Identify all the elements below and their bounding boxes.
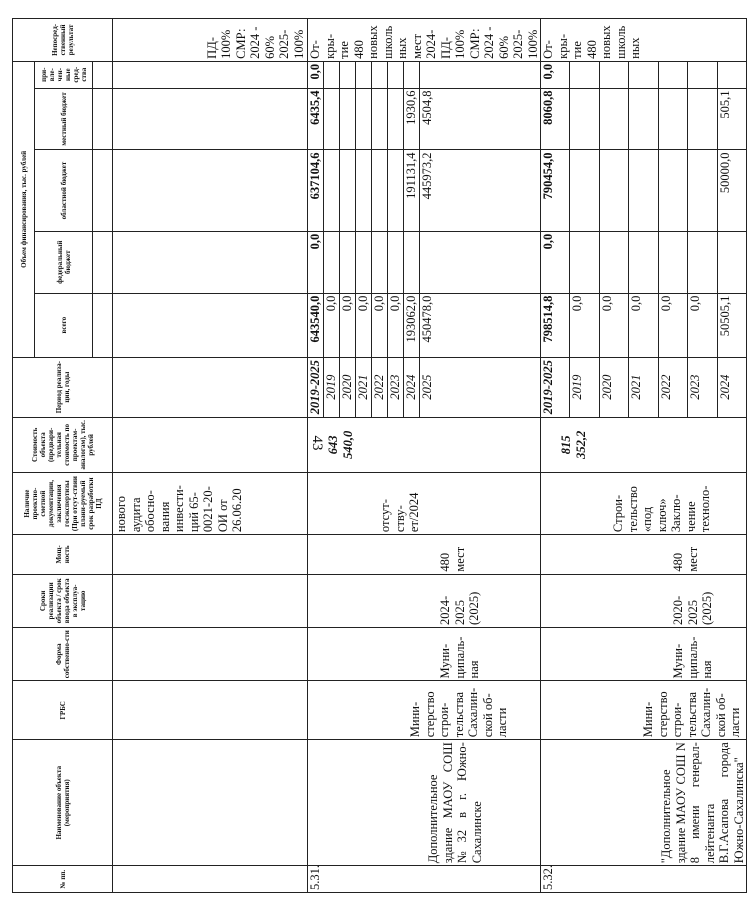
other-cell (599, 61, 628, 88)
total-cell: 50505,1 (717, 293, 746, 357)
period-cell: 2019 (323, 357, 339, 417)
other-cell: 0,0 (308, 61, 324, 88)
rotated-table-container (12, 18, 746, 893)
regional-cell: 445973,2 (419, 150, 540, 231)
period-cell: 2025 (419, 357, 540, 417)
header-other: при-вле-чен-ные сред-ства (35, 61, 93, 88)
regional-cell (387, 150, 403, 231)
header-term: Сроки реализации объекта / срок ввода объекта в эксплуа-тацию (13, 574, 113, 627)
continued-docs-cell: нового аудита обосно- вания инвести- ций 65- 0021-20- ОИ от 26.06.20 (113, 473, 308, 535)
other-cell (387, 61, 403, 88)
total-cell: 0,0 (570, 293, 599, 357)
financing-table (12, 18, 747, 893)
local-cell (570, 88, 599, 150)
term-cell: 2020- 2025 (2025) (541, 574, 747, 627)
period-cell: 2019 (570, 357, 599, 417)
cost-cell: 815 352,2 (541, 417, 747, 473)
regional-cell (658, 150, 687, 231)
total-cell: 0,0 (339, 293, 355, 357)
period-cell: 2024 (403, 357, 419, 417)
other-cell (688, 61, 717, 88)
other-cell (403, 61, 419, 88)
header-local: местный бюджет (35, 88, 93, 150)
total-cell: 0,0 (323, 293, 339, 357)
period-cell: 2023 (387, 357, 403, 417)
cost-cell: 643 540,0 (308, 417, 541, 473)
federal-cell: 0,0 (541, 231, 570, 293)
period-cell: 2021 (629, 357, 658, 417)
period-cell: 2023 (688, 357, 717, 417)
total-cell: 0,0 (629, 293, 658, 357)
regional-cell (570, 150, 599, 231)
local-cell (658, 88, 687, 150)
local-cell (355, 88, 371, 150)
period-cell: 2020 (599, 357, 628, 417)
federal-cell (355, 231, 371, 293)
header-ownership: Форма собственно-сти (13, 628, 113, 681)
federal-cell (599, 231, 628, 293)
local-cell (387, 88, 403, 150)
other-cell (323, 61, 339, 88)
total-cell: 0,0 (688, 293, 717, 357)
regional-cell (599, 150, 628, 231)
local-cell: 1930,6 (403, 88, 419, 150)
regional-cell (629, 150, 658, 231)
header-financing: Объем финансирования, тыс. рублей (13, 61, 35, 357)
ownership-cell: Муни- ципаль- ная (541, 628, 747, 681)
other-cell (419, 61, 540, 88)
header-period: Период реализа-ции, годы (13, 357, 113, 417)
header-grbs: ГРБС (13, 681, 113, 740)
federal-cell (403, 231, 419, 293)
row-number: 5.32. (541, 866, 747, 893)
period-cell: 2019-2025 (541, 357, 570, 417)
local-cell: 505,1 (717, 88, 746, 150)
local-cell (688, 88, 717, 150)
grbs-cell: Мини- стерство строи- тельства Сахалин- ской об- ласти (308, 681, 541, 740)
federal-cell: 0,0 (308, 231, 324, 293)
header-cost: Стоимость объекта (предвари-тельная стоимость по проектам-аналогам), тыс. рублей (13, 417, 113, 473)
total-cell: 450478,0 (419, 293, 540, 357)
header-capacity: Мощ-ность (13, 535, 113, 575)
total-cell: 0,0 (599, 293, 628, 357)
other-cell (570, 61, 599, 88)
regional-cell: 191131,4 (403, 150, 419, 231)
page-number: 43 (309, 435, 325, 451)
other-cell (658, 61, 687, 88)
term-cell: 2024- 2025 (2025) (308, 574, 541, 627)
federal-cell (570, 231, 599, 293)
capacity-cell: 480 мест (308, 535, 541, 575)
local-cell (371, 88, 387, 150)
federal-cell (323, 231, 339, 293)
total-cell: 193062,0 (403, 293, 419, 357)
regional-cell: 790454,0 (541, 150, 570, 231)
period-cell: 2020 (339, 357, 355, 417)
federal-cell (339, 231, 355, 293)
federal-cell (658, 231, 687, 293)
period-cell: 2019-2025 (308, 357, 324, 417)
header-num: № пп. (13, 866, 113, 893)
regional-cell (371, 150, 387, 231)
other-cell (371, 61, 387, 88)
regional-cell (339, 150, 355, 231)
federal-cell (419, 231, 540, 293)
capacity-cell: 480 мест (541, 535, 747, 575)
total-cell: 643540,0 (308, 293, 324, 357)
period-cell: 2022 (371, 357, 387, 417)
docs-cell: Строи- тельство «под ключ» Заклю- чение техноло- (541, 473, 747, 535)
header-regional: областной бюджет (35, 150, 93, 231)
federal-cell (387, 231, 403, 293)
result-cell: От- кры- тие 480 новых школь ных мест 2024- ПД- 100% СМР: 2024 - 60% 2025- 100% (308, 19, 541, 62)
regional-cell (323, 150, 339, 231)
row-number: 5.31. (308, 866, 541, 893)
continued-result-cell: ПД- 100% СМР: 2024 - 60% 2025- 100% (113, 19, 308, 62)
other-cell (355, 61, 371, 88)
federal-cell (688, 231, 717, 293)
federal-cell (371, 231, 387, 293)
table-row (541, 19, 570, 893)
total-cell: 0,0 (658, 293, 687, 357)
total-cell: 0,0 (355, 293, 371, 357)
federal-cell (629, 231, 658, 293)
period-cell: 2021 (355, 357, 371, 417)
period-cell: 2022 (658, 357, 687, 417)
total-cell: 798514,8 (541, 293, 570, 357)
other-cell (717, 61, 746, 88)
total-cell: 0,0 (371, 293, 387, 357)
regional-cell: 637104,6 (308, 150, 324, 231)
local-cell (339, 88, 355, 150)
header-federal: федеральный бюджет (35, 231, 93, 293)
object-name: Дополнительное здание МАОУ СОШ №32 в г. Южно-Сахалинске (308, 740, 541, 866)
regional-cell (355, 150, 371, 231)
other-cell (339, 61, 355, 88)
local-cell (323, 88, 339, 150)
federal-cell (717, 231, 746, 293)
grbs-cell: Мини- стерство строи- тельства Сахалин- ской об- ласти (541, 681, 747, 740)
header-total: всего (35, 293, 93, 357)
table-row (308, 19, 324, 893)
ownership-cell: Муни- ципаль- ная (308, 628, 541, 681)
other-cell (629, 61, 658, 88)
rows-body (308, 19, 747, 893)
total-cell: 0,0 (387, 293, 403, 357)
regional-cell: 50000,0 (717, 150, 746, 231)
other-cell: 0,0 (541, 61, 570, 88)
period-cell: 2024 (717, 357, 746, 417)
local-cell: 8060,8 (541, 88, 570, 150)
local-cell: 4504,8 (419, 88, 540, 150)
header-name: Наименование объекта (мероприятия) (13, 740, 113, 866)
local-cell (599, 88, 628, 150)
header-result: Непосред-ственный результат (13, 19, 113, 62)
local-cell (629, 88, 658, 150)
result-cell: От- кры- тие 480 новых школь ных (541, 19, 747, 62)
regional-cell (688, 150, 717, 231)
docs-cell: отсут- ству- ет/2024 (308, 473, 541, 535)
local-cell: 6435,4 (308, 88, 324, 150)
object-name: "Дополнительное здание МАОУ СОШ N 8 имени генерал-лейтенанта В.Г.Асапова города Южно-Сахалинска" (541, 740, 747, 866)
header-docs: Наличие проектно-сметной документации, заключения госэкспертизы (При отсут-ствии плани-руемый срок разработки ПД (13, 473, 113, 535)
